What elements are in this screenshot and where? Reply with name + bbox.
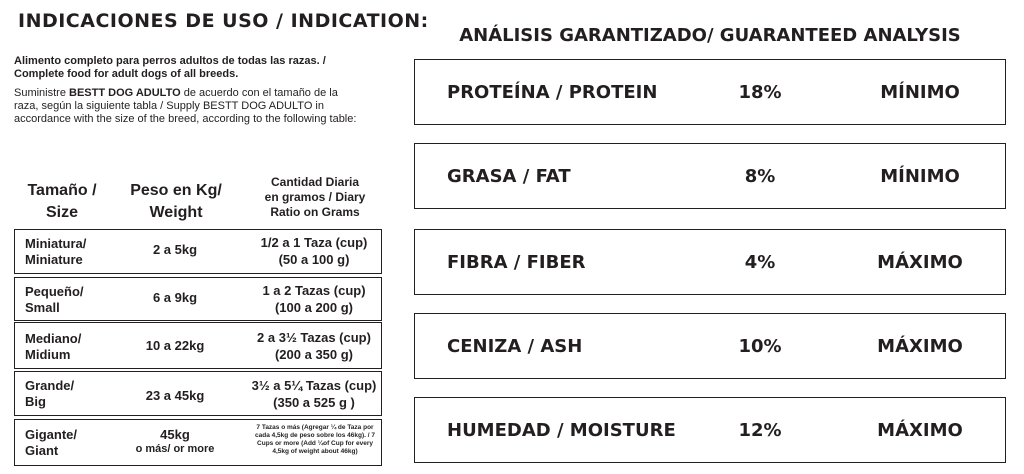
row-size xyxy=(25,378,74,410)
row-size xyxy=(25,236,86,268)
row-quantity xyxy=(247,234,381,268)
nutrient-value: 18% xyxy=(738,82,782,103)
nutrient-value: 8% xyxy=(744,166,776,187)
row-size-es: Gigante/ xyxy=(25,427,78,442)
nutrient-level: MÁXIMO xyxy=(877,336,963,357)
row-size xyxy=(25,427,77,459)
intro-brand: BESTT DOG ADULTO xyxy=(69,87,181,99)
nutrient-level: MÁXIMO xyxy=(877,252,963,273)
row-quantity-note: 7 Tazas o más (Agregar ¼ de Taza por cada 4,5kg de peso sobre los 46kg). / 7 Cups or more (Add ¼of Cup for every 4,5kg of weight about 46kg) xyxy=(255,424,375,455)
header-size-line2: Size xyxy=(45,204,78,221)
row-size xyxy=(25,331,81,363)
row-size-es: Mediano/ xyxy=(25,331,82,346)
table-row-miniature xyxy=(14,229,382,274)
row-weight: 6 a 9kg xyxy=(152,290,198,305)
analysis-row-ash xyxy=(414,313,1006,379)
nutrient-name: CENIZA / ASH xyxy=(447,336,583,357)
row-qty-cups: 2 a 3½ Tazas (cup) xyxy=(257,330,371,345)
row-weight: 23 a 45kg xyxy=(145,388,205,403)
row-weight xyxy=(115,427,235,457)
nutrient-name: GRASA / FAT xyxy=(447,166,571,187)
header-qty-line1: Cantidad Diaria xyxy=(270,175,360,189)
analysis-row-fiber xyxy=(414,229,1006,295)
row-weight: 2 a 5kg xyxy=(152,242,198,257)
nutrient-value: 4% xyxy=(744,252,776,273)
analysis-title: ANÁLISIS GARANTIZADO/ GUARANTEED ANALYSIS xyxy=(459,25,961,46)
table-row-giant xyxy=(14,419,382,466)
row-qty-grams: (50 a 100 g) xyxy=(278,252,350,267)
row-size-en: Miniature xyxy=(25,252,83,267)
row-size-en: Big xyxy=(25,394,46,409)
nutrient-value: 12% xyxy=(738,420,782,441)
header-size-line1: Tamaño / xyxy=(27,182,97,199)
header-size xyxy=(12,180,112,224)
analysis-row-moisture xyxy=(414,397,1006,463)
intro-post: de acuerdo con el tamaño de la raza, según la siguiente tabla / Supply BESTT DOG ADULTO in accordance with the size of the breed, according to the following table: xyxy=(14,87,357,125)
row-qty-cups: 1 a 2 Tazas (cup) xyxy=(262,283,366,298)
row-quantity xyxy=(247,377,381,411)
intro-pre: Suministre xyxy=(14,87,70,99)
row-size-es: Grande/ xyxy=(25,378,75,393)
nutrient-level: MÍNIMO xyxy=(880,166,960,187)
row-weight-note: o más/ or more xyxy=(135,443,215,455)
row-qty-cups: 3½ a 5¼ Tazas (cup) xyxy=(251,378,377,393)
header-weight xyxy=(112,180,240,224)
header-qty-line3: Ratio on Grams xyxy=(270,205,360,219)
nutrient-name: HUMEDAD / MOISTURE xyxy=(447,420,676,441)
row-qty-grams: (100 a 200 g) xyxy=(274,300,354,315)
row-size xyxy=(25,284,84,316)
header-weight-line2: Weight xyxy=(149,204,203,221)
header-qty-line2: en gramos / Diary xyxy=(264,190,366,204)
row-size-en: Giant xyxy=(25,443,59,458)
row-size-en: Small xyxy=(25,300,60,315)
row-size-es: Miniatura/ xyxy=(25,236,87,251)
nutrient-name: PROTEÍNA / PROTEIN xyxy=(447,82,658,103)
header-quantity xyxy=(250,175,380,220)
row-quantity xyxy=(247,282,381,316)
row-qty-cups: 1/2 a 1 Taza (cup) xyxy=(260,235,368,250)
row-size-en: Midium xyxy=(25,347,71,362)
table-row-medium xyxy=(14,322,382,369)
row-qty-grams: (350 a 525 g ) xyxy=(273,395,355,410)
analysis-row-protein xyxy=(414,59,1006,125)
header-weight-line1: Peso en Kg/ xyxy=(130,182,222,199)
nutrient-level: MÁXIMO xyxy=(877,420,963,441)
intro-text xyxy=(14,87,364,126)
row-qty-grams: (200 a 350 g) xyxy=(274,347,354,362)
nutrient-name: FIBRA / FIBER xyxy=(447,252,586,273)
nutrient-level: MÍNIMO xyxy=(880,82,960,103)
row-quantity xyxy=(247,329,381,363)
analysis-row-fat xyxy=(414,143,1006,209)
row-weight: 10 a 22kg xyxy=(145,338,205,353)
table-row-big xyxy=(14,371,382,416)
indications-title: INDICACIONES DE USO / INDICATION: xyxy=(18,10,429,32)
nutrient-value: 10% xyxy=(738,336,782,357)
row-size-es: Pequeño/ xyxy=(25,284,84,299)
row-weight-value: 45kg xyxy=(160,427,190,442)
intro-bold-text: Alimento completo para perros adultos de todas las razas. / Complete food for adult dogs of all breeds. xyxy=(14,55,326,80)
table-row-small xyxy=(14,277,382,321)
